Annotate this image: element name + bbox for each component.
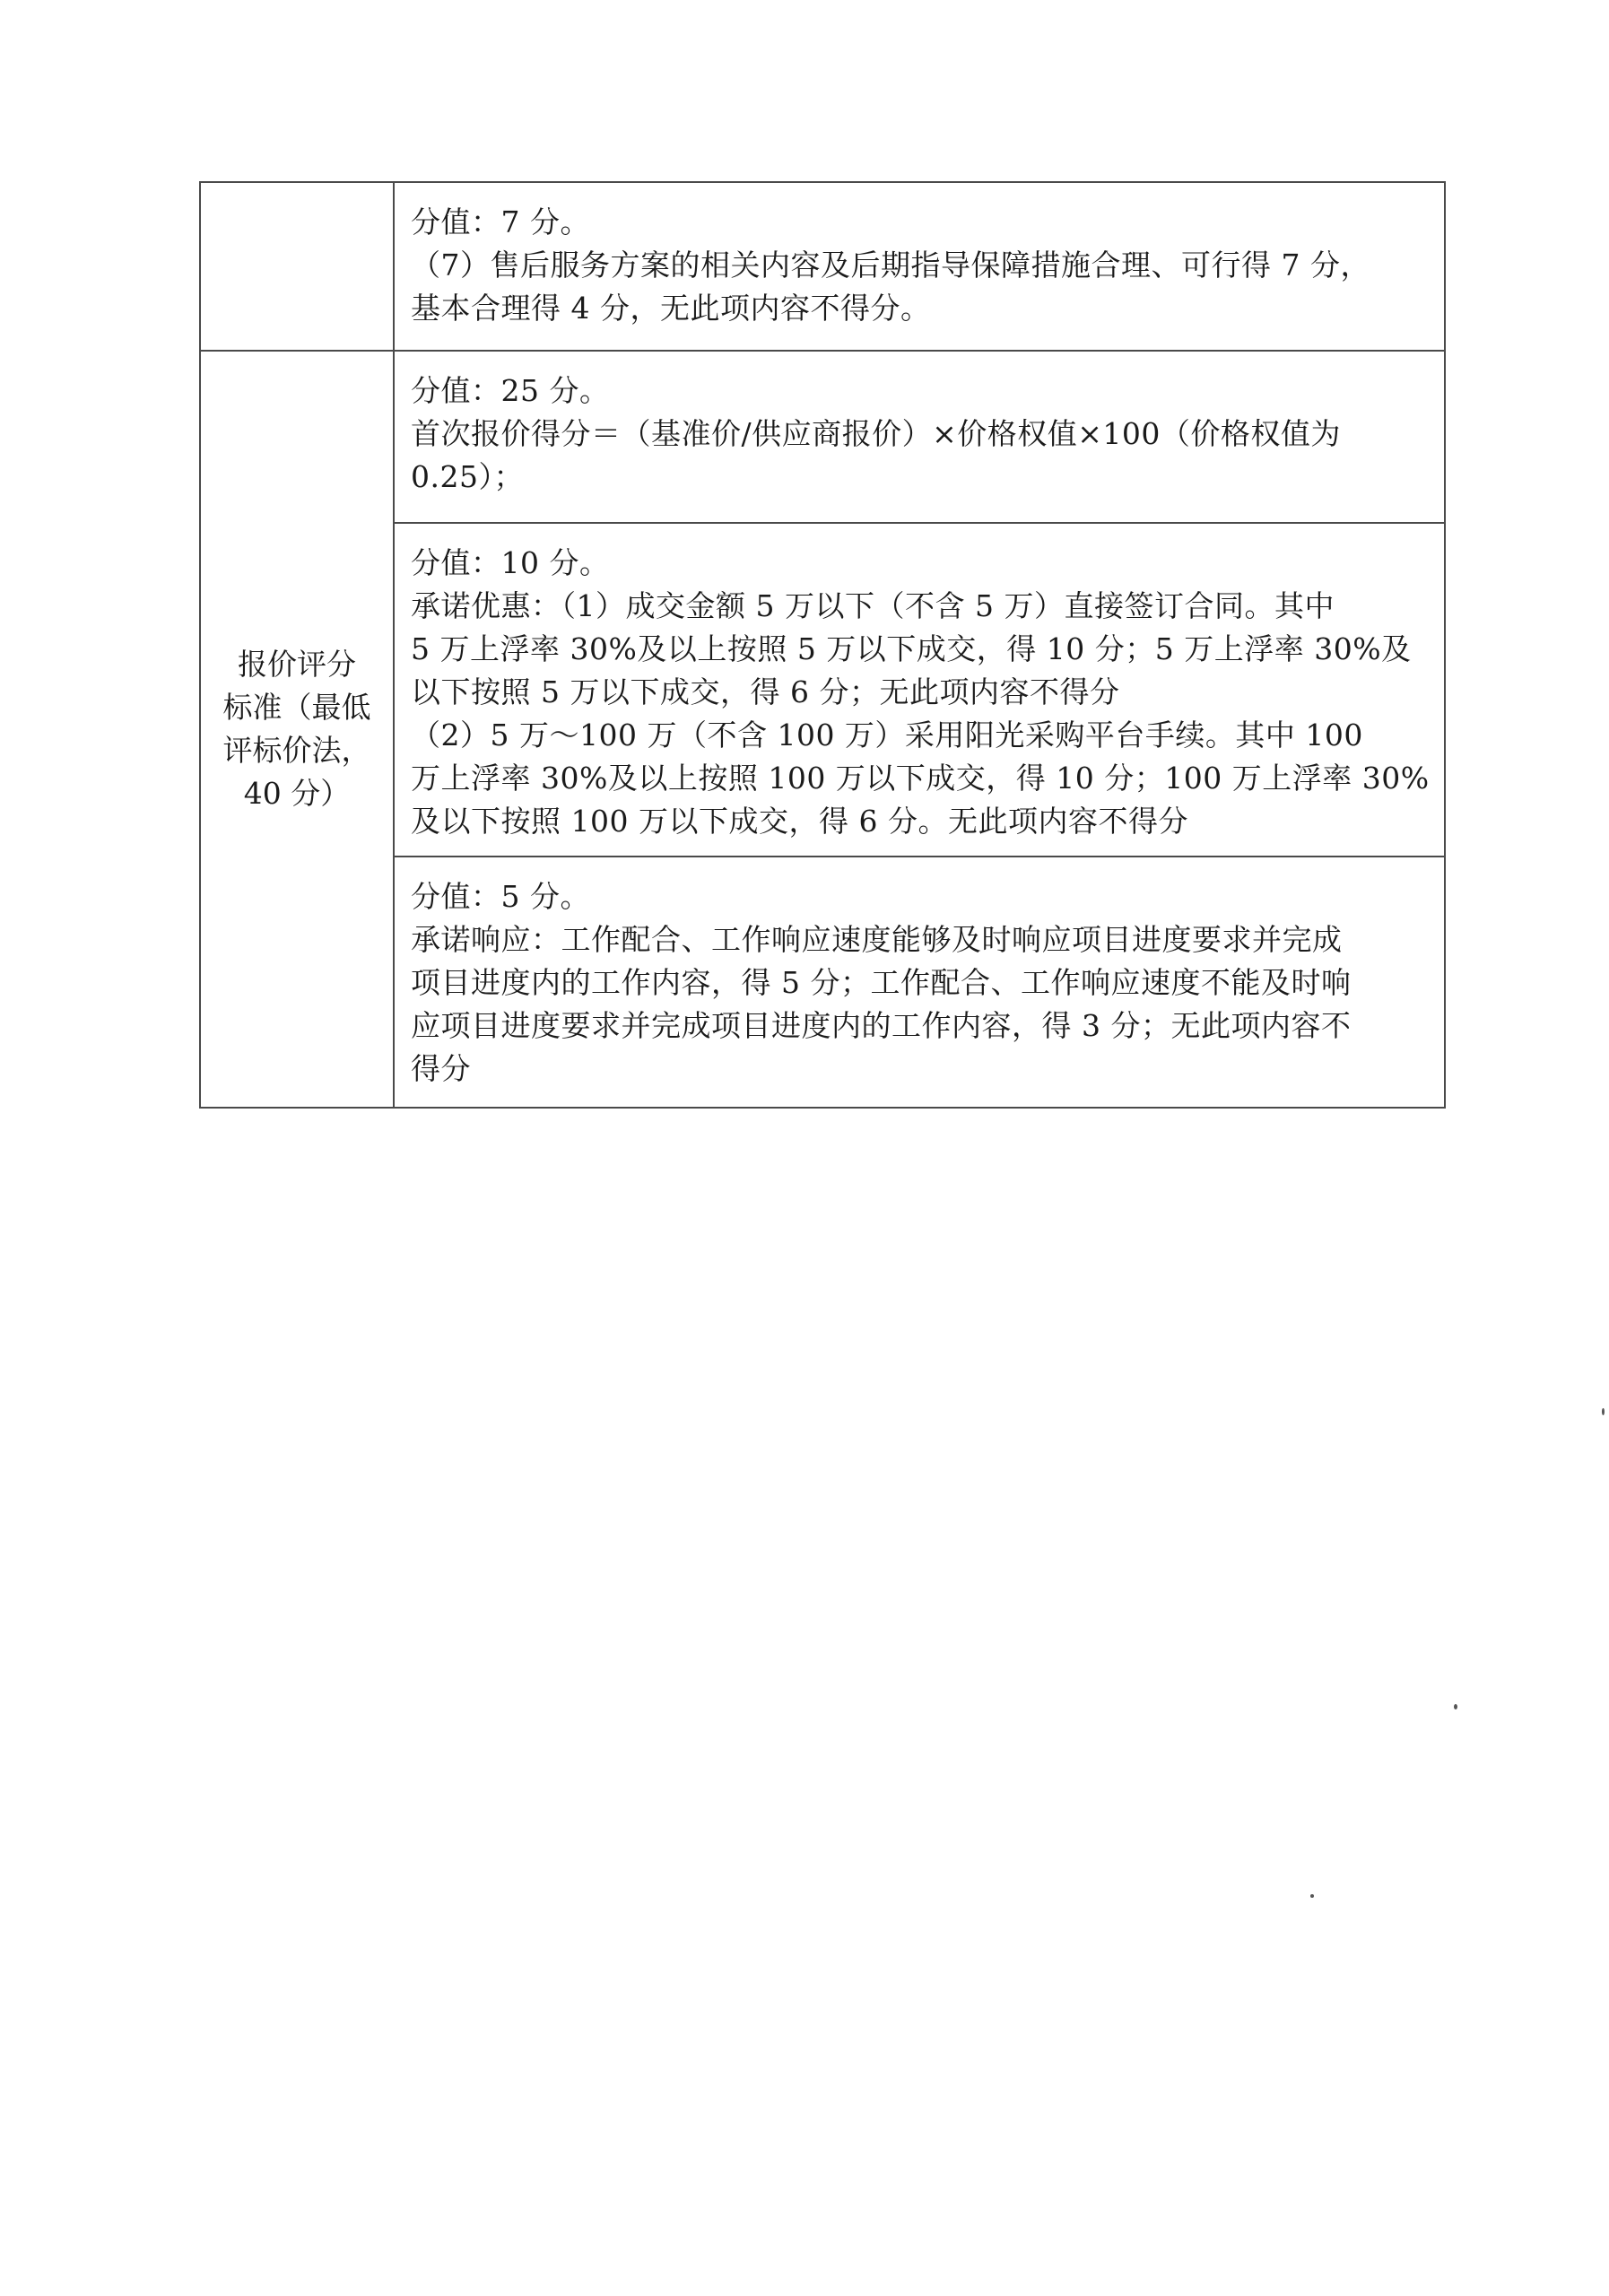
text-line: 得分 <box>411 1051 471 1086</box>
text-line: 首次报价得分＝（基准价/供应商报价）×价格权值×100（价格权值为 <box>411 416 1341 451</box>
text-line: 以下按照 5 万以下成交，得 6 分；无此项内容不得分 <box>411 674 1120 709</box>
text-line: 万上浮率 30%及以上按照 100 万以下成交，得 10 分；100 万上浮率 30% <box>411 761 1430 796</box>
table-row <box>200 182 1445 351</box>
text-line: （2）5 万～100 万（不含 100 万）采用阳光采购平台手续。其中 100 <box>411 718 1363 752</box>
response-commitment-cell <box>394 857 1445 1108</box>
text-line: 分值：7 分。 <box>411 204 590 239</box>
text-line: 应项目进度要求并完成项目进度内的工作内容，得 3 分；无此项内容不 <box>411 1008 1352 1043</box>
text-line: 承诺响应：工作配合、工作响应速度能够及时响应项目进度要求并完成 <box>411 922 1343 957</box>
discount-commitment-text <box>395 524 1444 856</box>
scan-speck <box>1602 1408 1605 1415</box>
text-line: 及以下按照 100 万以下成交，得 6 分。无此项内容不得分 <box>411 804 1188 839</box>
text-line: （7）售后服务方案的相关内容及后期指导保障措施合理、可行得 7 分， <box>411 248 1370 283</box>
row-label-cell-empty <box>200 182 394 351</box>
scan-speck <box>1310 1894 1314 1898</box>
text-line: 0.25）； <box>411 459 524 494</box>
label-line: 评标价法， <box>222 733 371 768</box>
text-line: 5 万上浮率 30%及以上按照 5 万以下成交，得 10 分；5 万上浮率 30%及 <box>411 631 1412 666</box>
table-row <box>200 351 1445 523</box>
label-line: 报价评分 <box>238 647 356 682</box>
price-score-label <box>201 643 393 815</box>
text-line: 项目进度内的工作内容，得 5 分；工作配合、工作响应速度不能及时响 <box>411 965 1352 1000</box>
scoring-table <box>199 181 1446 1109</box>
first-quote-cell <box>394 351 1445 523</box>
label-line: 40 分） <box>243 776 351 811</box>
label-line: 标准（最低 <box>222 690 371 725</box>
text-line: 基本合理得 4 分，无此项内容不得分。 <box>411 291 931 326</box>
response-commitment-text <box>395 857 1444 1103</box>
price-score-label-cell <box>200 351 394 1108</box>
after-sales-cell <box>394 182 1445 351</box>
scan-speck <box>1454 1704 1457 1709</box>
first-quote-text <box>395 352 1444 511</box>
text-line: 分值：5 分。 <box>411 879 590 914</box>
discount-commitment-cell <box>394 523 1445 857</box>
text-line: 承诺优惠：（1）成交金额 5 万以下（不含 5 万）直接签订合同。其中 <box>411 588 1335 623</box>
after-sales-text <box>395 183 1444 343</box>
text-line: 分值：10 分。 <box>411 545 610 580</box>
text-line: 分值：25 分。 <box>411 373 610 408</box>
